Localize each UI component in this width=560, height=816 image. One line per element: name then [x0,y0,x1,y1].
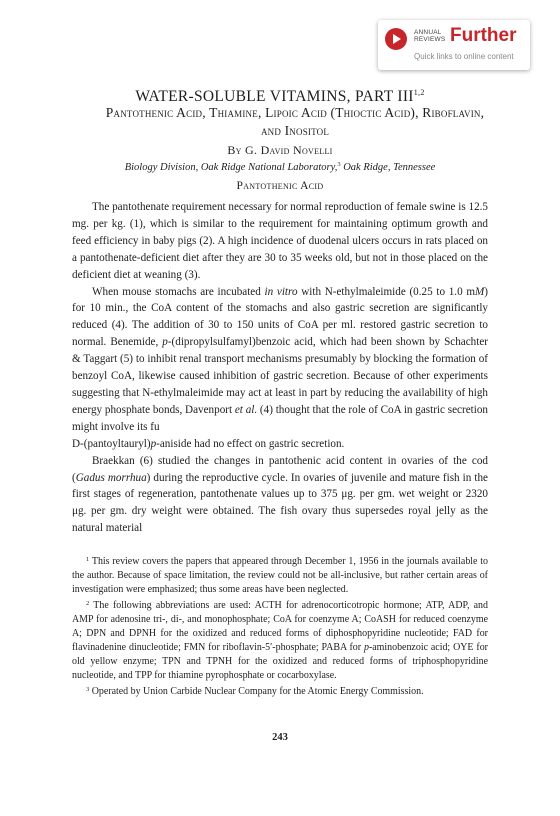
footnote-2-para-prefix: p [363,642,369,653]
p2-molar-unit: M [475,285,485,298]
p3-text-a: Braekkan (6) studied the changes in pantothenic acid content in ovaries of the cod ( [72,454,488,484]
paragraph-1: The pantothenate requirement necessary for normal reproduction of female swine is 12.5 mg. per kg. (1), which is similar to the requirement for maintaining optimum growth and feed efficiency in baby pigs (2). A high incidence of duodenal ulcers occurs in rats placed on a pantothenate-deficient diet after they are 30 to 35 weeks old, but not in those placed on the deficient diet at weaning (3). [72,201,488,281]
article-title [0,84,560,106]
p2-text-e: (4) thought that the role of CoA in gastric secretion might involve its fu [72,403,488,433]
footnote-2-mark: 2 [86,600,90,607]
footnote-1-text: This review covers the papers that appeared through December 1, 1956 in the journals available to the author. Because of space limitation, the review could not be all-inclusive, but rather certain areas of investigation were emphasized; thus some areas have been neglected. [72,556,488,595]
p2-para-prefix-2: p [150,437,157,450]
p2-et-al: et al. [234,403,258,416]
body-text [72,199,488,537]
p3-text-b: ) during the reproductive cycle. In ovaries of juvenile and mature fish in the first stages of regeneration, pantothenate values up to 375 μg. per gm. wet weight or 2320 μg. per gm. dry weight were obtained. The fish ovary thus supersedes royal jelly as the natural material [72,471,488,535]
p2-text-c: ) for 10 min., the CoA content of the stomachs and also gastric secretion are significantly reduced (4). The addition of 30 to 150 units of CoA per ml. restored gastric secretion to normal. Benemide, [72,285,489,349]
p2-para-prefix: p [162,336,168,349]
paragraph-2-continued [72,436,488,453]
affiliation-line [0,158,560,174]
further-reviews-badge[interactable] [378,20,530,70]
badge-further-label: Further [450,25,517,46]
p3-species-name: Gadus morrhua [75,471,147,484]
author-line: By G. David Novelli [227,143,333,157]
affiliation-text-a: Biology Division, Oak Ridge National Laboratory, [124,162,338,173]
badge-reviews-label: REVIEWS [414,36,446,43]
footnote-2-text-b: -aminobenzoic acid; OYE for old yellow enzyme; TPN and TPNH for the oxidized and reduced forms of triphosphopyridine nucleotide, and TPP for thiamine pyrophosphate or cocarboxylase. [72,642,488,681]
affiliation-footnote-mark: 3 [337,161,341,168]
p2-text-f: D-(pantoyltauryl) [72,437,151,450]
footnote-3 [72,683,488,699]
article-title-text: WATER-SOLUBLE VITAMINS, PART III [135,88,414,105]
title-footnote-marks: 1,2 [413,88,425,97]
further-logo-icon [385,28,407,50]
p2-text-g: -aniside had no effect on gastric secretion. [156,437,345,450]
section-heading: Pantothenic Acid [236,180,324,192]
footnote-2 [72,597,488,683]
article-subtitle: Pantothenic Acid, Thiamine, Lipoic Acid (Thioctic Acid), Riboflavin, and Inositol [105,105,485,138]
p2-text-a: When mouse stomachs are incubated [92,285,265,298]
footnotes [72,553,488,699]
affiliation-text-b: Oak Ridge, Tennessee [340,162,436,173]
footnote-3-mark: 3 [86,686,90,693]
footnote-3-text: Operated by Union Carbide Nuclear Company for the Atomic Energy Commission. [89,686,424,697]
footnote-1 [72,553,488,597]
badge-annual-label: ANNUAL [414,29,442,36]
paragraph-2 [72,284,488,436]
p2-text-b: with N-ethylmaleimide (0.25 to 1.0 m [297,285,476,298]
footnote-2-text-a: The following abbreviations are used: ACTH for adrenocorticotropic hormone; ATP, ADP, and AMP for adenosine tri-, di-, and monophosphate; CoA for coenzyme A; CoASH for reduced coenzyme A; DPN and DPNH for the oxidized and reduced forms of diphosphopyridine nucleotide; FAD for flavinadenine dinucleotide; FMN for riboflavin-5′-phosphate; PABA for [72,600,488,653]
p2-in-vitro: in vitro [264,285,298,298]
paragraph-3 [72,453,488,538]
footnote-1-mark: 1 [86,556,90,563]
badge-quick-links-link[interactable]: Quick links to online content [414,52,514,61]
p2-text-d: -(dipropylsulfamyl)benzoic acid, which had been shown by Schachter & Taggart (5) to inhibit renal transport mechanisms presumably by blocking the formation of benzoyl CoA, likewise caused inhibition of gastric secretion. Because of other experiments suggesting that N-ethylmaleimide may act at least in part by reducing the availability of high energy phosphate bonds, Davenport [72,336,488,416]
page-number: 243 [272,732,288,743]
